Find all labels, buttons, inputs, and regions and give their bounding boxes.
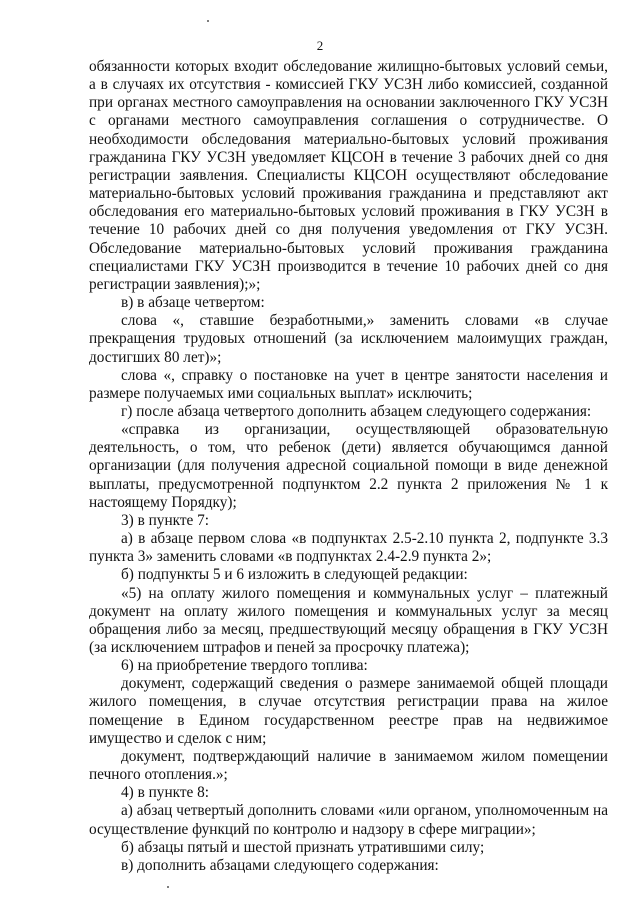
- paragraph: б) абзацы пятый и шестой признать утратившими силу;: [121, 838, 485, 856]
- scan-speck: [207, 20, 209, 22]
- page-number: 2: [316, 38, 324, 53]
- paragraph: г) после абзаца четвертого дополнить абзацем следующего содержания:: [121, 402, 592, 420]
- paragraph: а) абзац четвертый дополнить словами «или органом, уполномоченным на осуществление функций по контролю и надзору в сфере миграции»;: [89, 802, 608, 838]
- paragraph: документ, подтверждающий наличие в занимаемом жилом помещении печного отопления.»;: [89, 747, 608, 784]
- paragraph: 3) в пункте 7:: [121, 511, 210, 529]
- paragraph: а) в абзаце первом слова «в подпунктах 2.5-2.10 пункта 2, подпункте 3.3 пункта 3» заменить словами «в подпунктах 2.4-2.9 пункта 2»;: [89, 530, 608, 566]
- paragraph: б) подпункты 5 и 6 изложить в следующей редакции:: [121, 566, 468, 584]
- paragraph: в) в абзаце четвертом:: [121, 294, 265, 312]
- document-body: [89, 58, 608, 875]
- scan-speck: [167, 886, 169, 888]
- paragraph: документ, содержащий сведения о размере занимаемой общей площади жилого помещения, в случае отсутствия регистрации права на жилое помещение в Едином государственном реестре прав на недвижимое имущество и сделок с ним;: [89, 675, 608, 747]
- paragraph: 6) на приобретение твердого топлива:: [121, 657, 368, 675]
- paragraph: 4) в пункте 8:: [121, 784, 210, 802]
- paragraph: в) дополнить абзацами следующего содержания:: [121, 856, 439, 874]
- paragraph: слова «, ставшие безработными,» заменить словами «в случае прекращения трудовых отношений (за исключением малоимущих граждан, достигших 80 лет)»;: [89, 312, 608, 366]
- paragraph: «5) на оплату жилого помещения и коммунальных услуг – платежный документ на оплату жилого помещения и коммунальных услуг за месяц обращения либо за месяц, предшествующий месяцу обращения в ГКУ УСЗН (за исключением штрафов и пеней за просрочку платежа);: [89, 584, 608, 656]
- paragraph-continuation: обязанности которых входит обследование жилищно-бытовых условий семьи, а в случаях их отсутствия - комиссией ГКУ УСЗН либо комиссией, созданной при органах местного самоуправления на основании заключенного ГКУ УСЗН с органами местного самоуправления соглашения о сотрудничестве. О необходимости обследования материально-бытовых условий проживания гражданина ГКУ УСЗН уведомляет КЦСОН в течение 3 рабочих дней со дня регистрации заявления. Специалисты КЦСОН осуществляют обследование материально-бытовых условий проживания гражданина и представляют акт обследования его материально-бытовых условий проживания в ГКУ УСЗН в течение 10 рабочих дней со дня получения уведомления от ГКУ УСЗН. Обследование материально-бытовых условий проживания гражданина специалистами ГКУ УСЗН производится в течение 10 рабочих дней со дня регистрации заявления);»;: [89, 58, 608, 293]
- paragraph: слова «, справку о постановке на учет в центре занятости населения и размере получаемых ими социальных выплат» исключить;: [89, 366, 608, 402]
- paragraph: «справка из организации, осуществляющей образовательную деятельность, о том, что ребенок (дети) является обучающимся данной организации (для получения адресной социальной помощи в виде денежной выплаты, предусмотренной подпунктом 2.2 пункта 2 приложения № 1 к настоящему Порядку);: [89, 421, 608, 511]
